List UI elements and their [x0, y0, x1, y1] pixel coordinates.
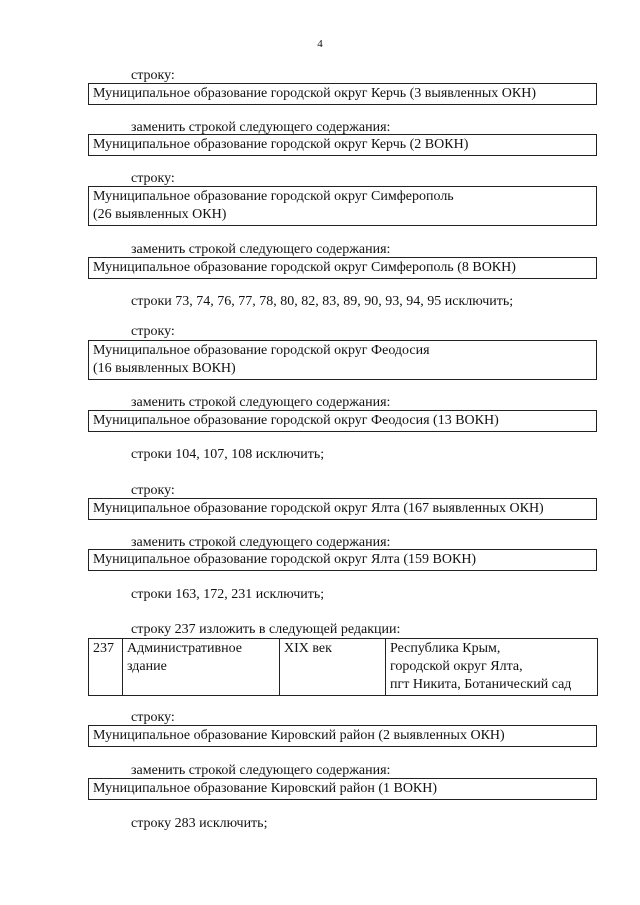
label-zamenit-simferopol: заменить строкой следующего содержания:	[131, 242, 391, 257]
text-rows-excluded-3: строки 163, 172, 231 исключить;	[131, 587, 325, 602]
box-yalta-old	[88, 498, 597, 520]
label-zamenit-kirovsky: заменить строкой следующего содержания:	[131, 763, 391, 778]
box-simferopol-new	[88, 257, 597, 279]
row-number: 237	[93, 641, 114, 656]
label-row-237: строку 237 изложить в следующей редакции:	[131, 622, 401, 637]
box-kirovsky-new	[88, 778, 597, 800]
box-kerch-old	[88, 83, 597, 105]
box-text-line1: Муниципальное образование городской округ Симферополь	[93, 189, 454, 204]
box-text: Муниципальное образование городской округ Феодосия (13 ВОКН)	[93, 413, 499, 428]
address-line2: городской округ Ялта,	[390, 659, 523, 674]
name-line1: Административное	[127, 641, 243, 656]
cell-date	[280, 639, 386, 696]
page-number: 4	[317, 38, 323, 50]
table-row	[89, 639, 598, 696]
box-text-line2: (26 выявленных ОКН)	[93, 207, 227, 222]
address-line1: Республика Крым,	[390, 641, 501, 656]
label-stroku-feodosia: строку:	[131, 324, 175, 339]
date: XIX век	[284, 641, 332, 656]
name-line2: здание	[127, 659, 167, 674]
box-feodosia-new	[88, 410, 597, 432]
label-stroku-kerch: строку:	[131, 68, 175, 83]
box-text: Муниципальное образование городской округ Керчь (3 выявленных ОКН)	[93, 86, 536, 101]
text-rows-excluded-2: строки 104, 107, 108 исключить;	[131, 447, 325, 462]
label-stroku-kirovsky: строку:	[131, 710, 175, 725]
label-stroku-yalta: строку:	[131, 483, 175, 498]
box-text: Муниципальное образование городской округ Ялта (167 выявленных ОКН)	[93, 501, 544, 516]
box-kerch-new	[88, 134, 597, 156]
text-rows-excluded-1: строки 73, 74, 76, 77, 78, 80, 82, 83, 89, 90, 93, 94, 95 исключить;	[131, 294, 514, 309]
cell-address	[386, 639, 598, 696]
label-zamenit-feodosia: заменить строкой следующего содержания:	[131, 395, 391, 410]
cell-name	[123, 639, 280, 696]
box-kirovsky-old	[88, 725, 597, 747]
box-text: Муниципальное образование Кировский район (2 выявленных ОКН)	[93, 728, 505, 743]
box-yalta-new	[88, 549, 597, 571]
box-feodosia-old	[88, 340, 597, 380]
box-text-line1: Муниципальное образование городской округ Феодосия	[93, 343, 430, 358]
box-text: Муниципальное образование городской округ Ялта (159 ВОКН)	[93, 552, 477, 567]
box-text: Муниципальное образование Кировский район (1 ВОКН)	[93, 781, 438, 796]
box-text: Муниципальное образование городской округ Керчь (2 ВОКН)	[93, 137, 469, 152]
label-stroku-simferopol: строку:	[131, 171, 175, 186]
box-text: Муниципальное образование городской округ Симферополь (8 ВОКН)	[93, 260, 516, 275]
table-row-237	[88, 638, 598, 696]
box-text-line2: (16 выявленных ВОКН)	[93, 361, 236, 376]
address-line3: пгт Никита, Ботанический сад	[390, 677, 572, 692]
label-zamenit-kerch: заменить строкой следующего содержания:	[131, 120, 391, 135]
box-simferopol-old	[88, 186, 597, 226]
label-zamenit-yalta: заменить строкой следующего содержания:	[131, 535, 391, 550]
text-row-excluded-4: строку 283 исключить;	[131, 816, 268, 831]
cell-number	[89, 639, 123, 696]
